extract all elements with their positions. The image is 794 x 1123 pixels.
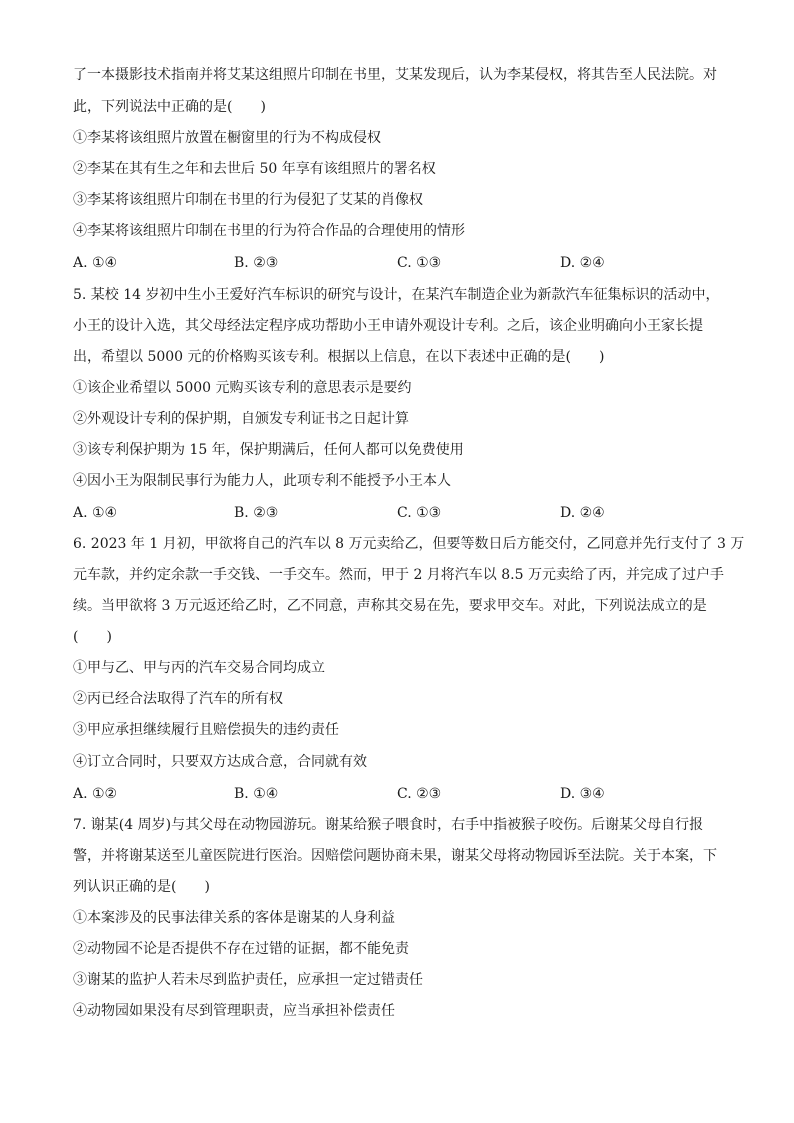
q4-statement-4: ④李某将该组照片印制在书里的行为符合作品的合理使用的情形 — [73, 223, 465, 239]
q4-option-d: D. ②④ — [560, 255, 605, 271]
q5-stem-line-1: 5. 某校 14 岁初中生小王爱好汽车标识的研究与设计，在某汽车制造企业为新款汽车征集标识的活动中， — [73, 287, 720, 303]
q4-option-c: C. ①③ — [397, 255, 442, 271]
q6-option-b: B. ①④ — [234, 786, 279, 802]
q6-stem-line-3: 续。当甲欲将 3 万元返还给乙时，乙不同意，声称其交易在先，要求甲交车。对此，下列说法成立的是 — [73, 598, 707, 614]
q6-statement-2: ②丙已经合法取得了汽车的所有权 — [73, 691, 283, 707]
q5-option-a: A. ①④ — [73, 505, 118, 521]
q4-stem-line-1: 了一本摄影技术指南并将艾某这组照片印制在书里，艾某发现后，认为李某侵权，将其告至人民法院。对 — [73, 67, 717, 83]
q4-option-b: B. ②③ — [234, 255, 279, 271]
q5-statement-4: ④因小王为限制民事行为能力人，此项专利不能授予小王本人 — [73, 473, 451, 489]
q7-statement-2: ②动物园不论是否提供不存在过错的证据，都不能免责 — [73, 941, 409, 957]
q6-statement-3: ③甲应承担继续履行且赔偿损失的违约责任 — [73, 722, 339, 738]
q6-option-c: C. ②③ — [397, 786, 442, 802]
q6-options — [73, 784, 733, 804]
q4-statement-2: ②李某在其有生之年和去世后 50 年享有该组照片的署名权 — [73, 161, 436, 177]
q5-option-b: B. ②③ — [234, 505, 279, 521]
q5-statement-3: ③该专利保护期为 15 年，保护期满后，任何人都可以免费使用 — [73, 442, 464, 458]
q5-statement-1: ①该企业希望以 5000 元购买该专利的意思表示是要约 — [73, 380, 412, 396]
q5-statement-2: ②外观设计专利的保护期，自颁发专利证书之日起计算 — [73, 411, 409, 427]
q5-options — [73, 503, 733, 523]
q6-stem-line-4: ( ) — [73, 629, 112, 645]
q4-stem-line-2: 此，下列说法中正确的是( ) — [73, 99, 266, 115]
q4-statement-3: ③李某将该组照片印制在书里的行为侵犯了艾某的肖像权 — [73, 192, 423, 208]
q5-stem-line-2: 小王的设计入选，其父母经法定程序成功帮助小王申请外观设计专利。之后，该企业明确向小王家长提 — [73, 318, 703, 334]
q4-options — [73, 253, 733, 273]
q7-stem-line-2: 警，并将谢某送至儿童医院进行医治。因赔偿问题协商未果，谢某父母将动物园诉至法院。关于本案，下 — [73, 848, 717, 864]
q6-statement-1: ①甲与乙、甲与丙的汽车交易合同均成立 — [73, 660, 325, 676]
q7-statement-1: ①本案涉及的民事法律关系的客体是谢某的人身利益 — [73, 910, 395, 926]
q5-stem-line-3: 出，希望以 5000 元的价格购买该专利。根据以上信息，在以下表述中正确的是( ) — [73, 349, 605, 365]
q6-statement-4: ④订立合同时，只要双方达成合意，合同就有效 — [73, 754, 367, 770]
q6-stem-line-1: 6. 2023 年 1 月初，甲欲将自己的汽车以 8 万元卖给乙，但要等数日后方能交付，乙同意并先行支付了 3 万 — [73, 536, 745, 552]
q7-statement-3: ③谢某的监护人若未尽到监护责任，应承担一定过错责任 — [73, 972, 423, 988]
q7-statement-4: ④动物园如果没有尽到管理职责，应当承担补偿责任 — [73, 1003, 395, 1019]
q4-statement-1: ①李某将该组照片放置在橱窗里的行为不构成侵权 — [73, 130, 381, 146]
q5-option-c: C. ①③ — [397, 505, 442, 521]
q7-stem-line-3: 列认识正确的是( ) — [73, 879, 210, 895]
q6-stem-line-2: 元车款，并约定余款一手交钱、一手交车。然而，甲于 2 月将汽车以 8.5 万元卖给了丙，并完成了过户手 — [73, 567, 724, 583]
q4-option-a: A. ①④ — [73, 255, 118, 271]
q7-stem-line-1: 7. 谢某(4 周岁)与其父母在动物园游玩。谢某给猴子喂食时，右手中指被猴子咬伤。后谢某父母自行报 — [73, 817, 704, 833]
q5-option-d: D. ②④ — [560, 505, 605, 521]
q6-option-d: D. ③④ — [560, 786, 605, 802]
q6-option-a: A. ①② — [73, 786, 118, 802]
